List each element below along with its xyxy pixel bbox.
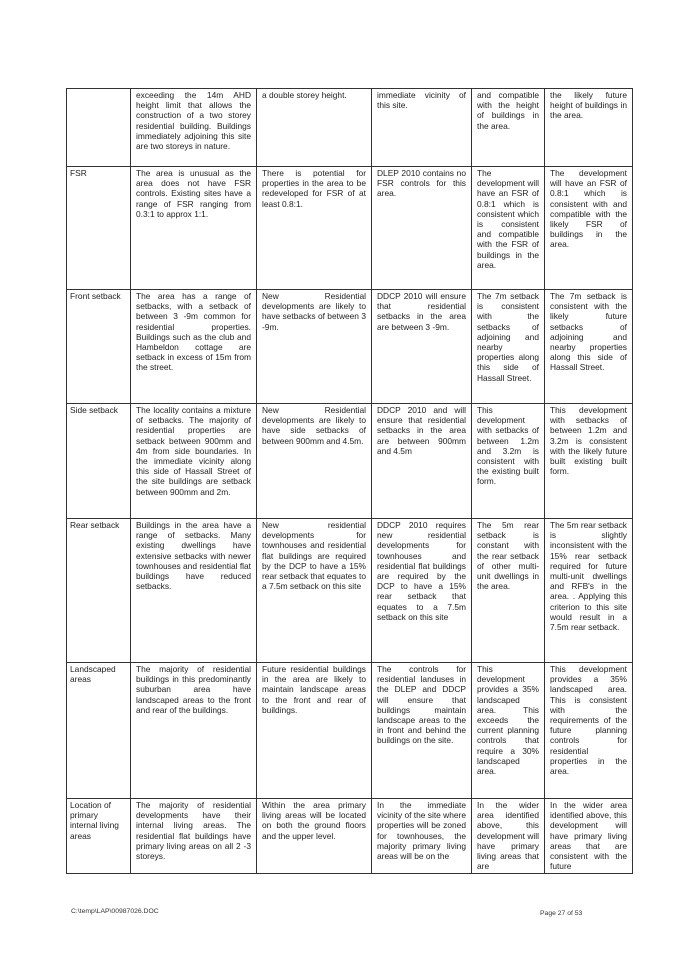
existing-compatibility-cell: In the wider area identified above, this development will have primary living areas that are (472, 799, 545, 874)
existing-character-cell: The area has a range of setbacks, with a setback of between 3 -9m common for residential properties. Buildings such as the club and Hambeldon cottage are setback in excess of 15m from the street. (131, 290, 257, 404)
planning-controls-cell: In the immediate vicinity of the site where properties will be zoned for townhouses, the majority primary living areas will be on the (372, 799, 472, 874)
future-compatibility-cell: This development with setbacks of between 1.2m and 3.2m is consistent with the likely future built existing built form. (545, 404, 633, 519)
future-compatibility-cell: In the wider area identified above, this development will have primary living areas that are consistent with the future (545, 799, 633, 874)
planning-controls-cell: DLEP 2010 contains no FSR controls for this area. (372, 167, 472, 290)
existing-character-cell: Buildings in the area have a range of setbacks. Many existing dwellings have extensive setbacks with newer townhouses and residential flat buildings have reduced setbacks. (131, 519, 257, 663)
row-label: Rear setback (67, 519, 131, 663)
likely-future-character-cell: New Residential developments are likely to have setbacks of between 3 -9m. (257, 290, 372, 404)
future-compatibility-cell: The 5m rear setback is slightly inconsistent with the 15% rear setback required for future multi-unit dwellings and RFB's in the area. . Applying this criterion to this site would result in a 7.5m rear setback. (545, 519, 633, 663)
file-path: C:\temp\LAP\00987026.DOC (71, 908, 159, 915)
existing-character-cell: The area is unusual as the area does not have FSR controls. Existing sites have a range of FSR ranging from 0.3:1 to approx 1:1. (131, 167, 257, 290)
table-row (67, 404, 633, 519)
existing-compatibility-cell: The development will have an FSR of 0.8:1 which is consistent which is consistent and compatible with the FSR of buildings in the area. (472, 167, 545, 290)
table-row (67, 167, 633, 290)
likely-future-character-cell: New Residential developments are likely to have side setbacks of between 900mm and 4.5m. (257, 404, 372, 519)
table-row (67, 290, 633, 404)
existing-character-cell: The majority of residential buildings in this predominantly suburban area have landscaped areas to the front and rear of the buildings. (131, 663, 257, 799)
row-label (67, 89, 131, 167)
likely-future-character-cell: Within the area primary living areas will be located on both the ground floors and the upper level. (257, 799, 372, 874)
planning-controls-cell: The controls for residential landuses in the DLEP and DDCP will ensure that buildings maintain landscape areas to the in front and behind the buildings on the site. (372, 663, 472, 799)
table-row (67, 799, 633, 874)
row-label: Landscaped areas (67, 663, 131, 799)
likely-future-character-cell: Future residential buildings in the area are likely to maintain landscape areas to the front and rear of buildings. (257, 663, 372, 799)
planning-controls-cell: DDCP 2010 requires new residential developments for townhouses and residential flat buildings are required by the DCP to have a 15% rear setback that equates to a 7.5m setback on this site (372, 519, 472, 663)
table-row (67, 89, 633, 167)
planning-controls-cell: immediate vicinity of this site. (372, 89, 472, 167)
assessment-table (66, 88, 633, 874)
existing-compatibility-cell: The 7m setback is consistent with the setbacks of adjoining and nearby properties along this side of Hassall Street. (472, 290, 545, 404)
table-row (67, 519, 633, 663)
future-compatibility-cell: The 7m setback is consistent with the likely future setbacks of adjoining and nearby properties along this side of Hassall Street. (545, 290, 633, 404)
future-compatibility-cell: the likely future height of buildings in the area. (545, 89, 633, 167)
table-row (67, 663, 633, 799)
existing-character-cell: The locality contains a mixture of setbacks. The majority of residential properties are setback between 900mm and 4m from side boundaries. In the immediate vicinity along this side of Hassall Street of the site buildings are setback between 900mm and 2m. (131, 404, 257, 519)
existing-compatibility-cell: This development provides a 35% landscaped area. This exceeds the current planning controls that require a 30% landscaped area. (472, 663, 545, 799)
existing-compatibility-cell: The 5m rear setback is constant with the rear setback of other multi-unit dwellings in the area. (472, 519, 545, 663)
page-number: Page 27 of 53 (540, 910, 583, 917)
existing-character-cell: The majority of residential developments have their internal living areas. The residential flat buildings have primary living areas on all 2 -3 storeys. (131, 799, 257, 874)
row-label: Side setback (67, 404, 131, 519)
planning-controls-cell: DDCP 2010 will ensure that residential setbacks in the area are between 3 -9m. (372, 290, 472, 404)
existing-compatibility-cell: and compatible with the height of buildings in the area. (472, 89, 545, 167)
existing-compatibility-cell: This development with setbacks of between 1.2m and 3.2m is consistent with the existing built form. (472, 404, 545, 519)
row-label: Front setback (67, 290, 131, 404)
future-compatibility-cell: This development provides a 35% landscaped area. This is consistent with the requirements of the future planning controls for residential properties in the area. (545, 663, 633, 799)
existing-character-cell: exceeding the 14m AHD height limit that allows the construction of a two storey residential building. Buildings immediately adjoining this site are two storeys in nature. (131, 89, 257, 167)
planning-controls-cell: DDCP 2010 and will ensure that residential setbacks in the area are between 900mm and 4.5m (372, 404, 472, 519)
row-label: FSR (67, 167, 131, 290)
likely-future-character-cell: a double storey height. (257, 89, 372, 167)
likely-future-character-cell: There is potential for properties in the area to be redeveloped for FSR of at least 0.8:1. (257, 167, 372, 290)
future-compatibility-cell: The development will have an FSR of 0.8:1 which is consistent with and compatible with the likely FSR of buildings in the area. (545, 167, 633, 290)
row-label: Location of primary internal living areas (67, 799, 131, 874)
likely-future-character-cell: New residential developments for townhouses and residential flat buildings are required by the DCP to have a 15% rear setback that equates to a 7.5m setback on this site (257, 519, 372, 663)
